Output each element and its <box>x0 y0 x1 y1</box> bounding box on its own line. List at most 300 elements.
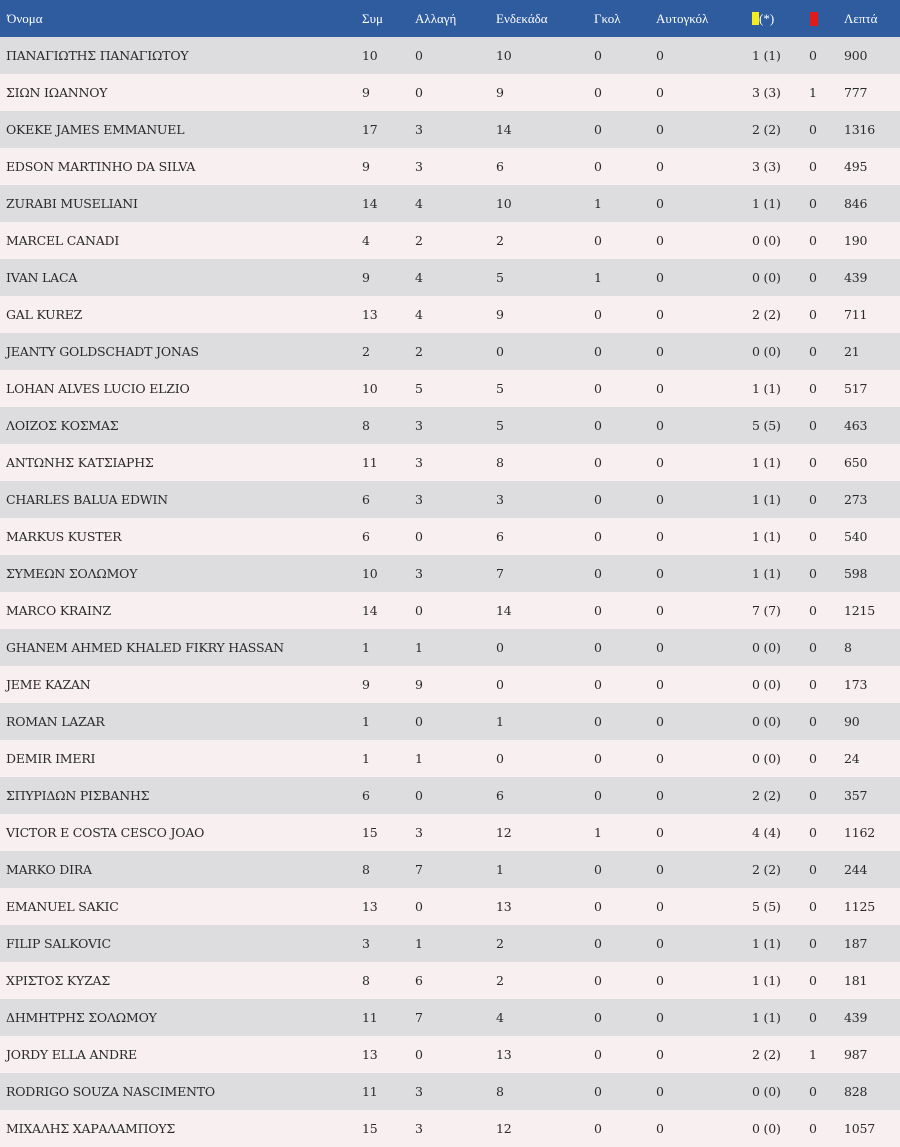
starts-cell: 2 <box>496 936 504 951</box>
own-goals-cell: 0 <box>656 418 664 433</box>
substitutions-cell: 7 <box>415 862 423 877</box>
table-row <box>0 481 900 518</box>
starts-cell: 2 <box>496 973 504 988</box>
column-header-minutes[interactable]: Λεπτά <box>844 11 878 26</box>
yellow-cards-cell: 1 (1) <box>752 529 781 544</box>
substitutions-cell: 2 <box>415 233 423 248</box>
yellow-cards-cell: 1 (1) <box>752 492 781 507</box>
own-goals-cell: 0 <box>656 455 664 470</box>
table-header-row <box>0 0 900 37</box>
red-cards-cell: 0 <box>809 899 817 914</box>
red-cards-cell: 1 <box>809 1047 817 1062</box>
yellow-cards-cell: 2 (2) <box>752 307 781 322</box>
goals-cell: 0 <box>594 455 602 470</box>
goals-cell: 0 <box>594 307 602 322</box>
player-name-cell[interactable]: MARKUS KUSTER <box>6 529 122 544</box>
own-goals-cell: 0 <box>656 381 664 396</box>
substitutions-cell: 3 <box>415 1084 423 1099</box>
red-cards-cell: 0 <box>809 196 817 211</box>
yellow-cards-cell: 0 (0) <box>752 233 781 248</box>
red-card-icon <box>810 12 818 26</box>
red-cards-cell: 0 <box>809 307 817 322</box>
own-goals-cell: 0 <box>656 1047 664 1062</box>
table-row <box>0 518 900 555</box>
substitutions-cell: 7 <box>415 1010 423 1025</box>
substitutions-cell: 0 <box>415 48 423 63</box>
starts-cell: 14 <box>496 122 512 137</box>
own-goals-cell: 0 <box>656 640 664 655</box>
column-header-own-goals[interactable]: Αυτογκόλ <box>656 11 709 26</box>
table-row <box>0 1073 900 1110</box>
own-goals-cell: 0 <box>656 973 664 988</box>
substitutions-cell: 0 <box>415 899 423 914</box>
goals-cell: 0 <box>594 936 602 951</box>
minutes-cell: 181 <box>844 973 868 988</box>
player-name-cell[interactable]: ROMAN LAZAR <box>6 714 105 729</box>
goals-cell: 0 <box>594 492 602 507</box>
minutes-cell: 173 <box>844 677 868 692</box>
appearances-cell: 8 <box>362 973 370 988</box>
substitutions-cell: 0 <box>415 788 423 803</box>
red-cards-cell: 0 <box>809 455 817 470</box>
minutes-cell: 846 <box>844 196 868 211</box>
appearances-cell: 9 <box>362 159 370 174</box>
yellow-cards-cell: 5 (5) <box>752 899 781 914</box>
column-header-sub[interactable]: Αλλαγή <box>415 11 457 26</box>
minutes-cell: 21 <box>844 344 860 359</box>
goals-cell: 0 <box>594 899 602 914</box>
minutes-cell: 8 <box>844 640 852 655</box>
goals-cell: 0 <box>594 603 602 618</box>
substitutions-cell: 0 <box>415 85 423 100</box>
minutes-cell: 90 <box>844 714 860 729</box>
player-name-cell[interactable]: ΧΡΙΣΤΟΣ ΚΥΖΑΣ <box>6 973 111 988</box>
goals-cell: 0 <box>594 640 602 655</box>
player-name-cell[interactable]: ΣΙΩΝ ΙΩΑΝΝΟΥ <box>6 85 108 100</box>
red-cards-cell: 0 <box>809 973 817 988</box>
appearances-cell: 15 <box>362 1121 378 1136</box>
table-row <box>0 703 900 740</box>
own-goals-cell: 0 <box>656 603 664 618</box>
yellow-cards-cell: 2 (2) <box>752 862 781 877</box>
appearances-cell: 17 <box>362 122 378 137</box>
own-goals-cell: 0 <box>656 529 664 544</box>
appearances-cell: 2 <box>362 344 370 359</box>
minutes-cell: 987 <box>844 1047 868 1062</box>
own-goals-cell: 0 <box>656 85 664 100</box>
yellow-cards-cell: 1 (1) <box>752 196 781 211</box>
minutes-cell: 1057 <box>844 1121 876 1136</box>
substitutions-cell: 1 <box>415 640 423 655</box>
red-cards-cell: 0 <box>809 677 817 692</box>
red-cards-cell: 0 <box>809 122 817 137</box>
goals-cell: 0 <box>594 529 602 544</box>
yellow-card-suffix: (*) <box>759 11 775 26</box>
table-row <box>0 370 900 407</box>
minutes-cell: 1316 <box>844 122 876 137</box>
appearances-cell: 3 <box>362 936 370 951</box>
player-name-cell[interactable]: GAL KUREZ <box>6 307 83 322</box>
minutes-cell: 495 <box>844 159 868 174</box>
red-cards-cell: 0 <box>809 233 817 248</box>
own-goals-cell: 0 <box>656 307 664 322</box>
substitutions-cell: 0 <box>415 714 423 729</box>
column-header-goals[interactable]: Γκολ <box>594 11 621 26</box>
yellow-card-icon <box>752 12 759 25</box>
player-name-cell[interactable]: GHANEM AHMED KHALED FIKRY HASSAN <box>6 640 284 655</box>
table-row <box>0 629 900 666</box>
yellow-cards-cell: 4 (4) <box>752 825 781 840</box>
player-name-cell[interactable]: JEME KAZAN <box>6 677 91 692</box>
table-row <box>0 888 900 925</box>
own-goals-cell: 0 <box>656 899 664 914</box>
player-name-cell[interactable]: ΑΝΤΩΝΗΣ ΚΑΤΣΙΑΡΗΣ <box>6 455 154 470</box>
yellow-cards-cell: 1 (1) <box>752 936 781 951</box>
red-cards-cell: 0 <box>809 862 817 877</box>
own-goals-cell: 0 <box>656 1084 664 1099</box>
goals-cell: 0 <box>594 973 602 988</box>
table-row <box>0 111 900 148</box>
table-row <box>0 222 900 259</box>
starts-cell: 6 <box>496 529 504 544</box>
starts-cell: 8 <box>496 1084 504 1099</box>
player-name-cell[interactable]: EDSON MARTINHO DA SILVA <box>6 159 196 174</box>
table-row <box>0 851 900 888</box>
own-goals-cell: 0 <box>656 270 664 285</box>
own-goals-cell: 0 <box>656 788 664 803</box>
player-name-cell[interactable]: MARCEL CANADI <box>6 233 120 248</box>
goals-cell: 1 <box>594 270 602 285</box>
player-name-cell[interactable]: DEMIR IMERI <box>6 751 96 766</box>
starts-cell: 1 <box>496 714 504 729</box>
column-header-name[interactable]: Όνομα <box>7 11 43 26</box>
substitutions-cell: 3 <box>415 418 423 433</box>
appearances-cell: 8 <box>362 418 370 433</box>
minutes-cell: 828 <box>844 1084 868 1099</box>
goals-cell: 0 <box>594 751 602 766</box>
goals-cell: 0 <box>594 1084 602 1099</box>
goals-cell: 1 <box>594 196 602 211</box>
starts-cell: 10 <box>496 48 512 63</box>
starts-cell: 6 <box>496 159 504 174</box>
own-goals-cell: 0 <box>656 233 664 248</box>
player-name-cell[interactable]: OKEKE JAMES EMMANUEL <box>6 122 185 137</box>
own-goals-cell: 0 <box>656 196 664 211</box>
goals-cell: 1 <box>594 825 602 840</box>
substitutions-cell: 2 <box>415 344 423 359</box>
yellow-cards-cell: 0 (0) <box>752 1121 781 1136</box>
goals-cell: 0 <box>594 344 602 359</box>
yellow-cards-cell: 1 (1) <box>752 48 781 63</box>
starts-cell: 3 <box>496 492 504 507</box>
table-row <box>0 666 900 703</box>
substitutions-cell: 6 <box>415 973 423 988</box>
column-header-red-cards[interactable] <box>810 0 818 37</box>
minutes-cell: 650 <box>844 455 868 470</box>
red-cards-cell: 0 <box>809 936 817 951</box>
goals-cell: 0 <box>594 677 602 692</box>
appearances-cell: 13 <box>362 307 378 322</box>
appearances-cell: 15 <box>362 825 378 840</box>
player-name-cell[interactable]: ΜΙΧΑΛΗΣ ΧΑΡΑΛΑΜΠΟΥΣ <box>6 1121 176 1136</box>
table-row <box>0 407 900 444</box>
red-cards-cell: 0 <box>809 1121 817 1136</box>
goals-cell: 0 <box>594 122 602 137</box>
minutes-cell: 24 <box>844 751 860 766</box>
minutes-cell: 1162 <box>844 825 876 840</box>
player-name-cell[interactable]: IVAN LACA <box>6 270 78 285</box>
red-cards-cell: 1 <box>809 85 817 100</box>
yellow-cards-cell: 1 (1) <box>752 1010 781 1025</box>
player-name-cell[interactable]: ΠΑΝΑΓΙΩΤΗΣ ΠΑΝΑΓΙΩΤΟΥ <box>6 48 189 63</box>
substitutions-cell: 3 <box>415 122 423 137</box>
goals-cell: 0 <box>594 1010 602 1025</box>
table-row <box>0 333 900 370</box>
own-goals-cell: 0 <box>656 344 664 359</box>
minutes-cell: 463 <box>844 418 868 433</box>
table-row <box>0 74 900 111</box>
minutes-cell: 598 <box>844 566 868 581</box>
red-cards-cell: 0 <box>809 344 817 359</box>
own-goals-cell: 0 <box>656 48 664 63</box>
appearances-cell: 1 <box>362 640 370 655</box>
red-cards-cell: 0 <box>809 566 817 581</box>
red-cards-cell: 0 <box>809 1010 817 1025</box>
goals-cell: 0 <box>594 1047 602 1062</box>
appearances-cell: 13 <box>362 899 378 914</box>
goals-cell: 0 <box>594 566 602 581</box>
column-header-start[interactable]: Ενδεκάδα <box>496 11 548 26</box>
yellow-cards-cell: 2 (2) <box>752 122 781 137</box>
yellow-cards-cell: 0 (0) <box>752 640 781 655</box>
appearances-cell: 6 <box>362 529 370 544</box>
player-name-cell[interactable]: CHARLES BALUA EDWIN <box>6 492 168 507</box>
starts-cell: 12 <box>496 825 512 840</box>
yellow-cards-cell: 2 (2) <box>752 1047 781 1062</box>
red-cards-cell: 0 <box>809 1084 817 1099</box>
minutes-cell: 900 <box>844 48 868 63</box>
yellow-cards-cell: 0 (0) <box>752 751 781 766</box>
own-goals-cell: 0 <box>656 677 664 692</box>
substitutions-cell: 3 <box>415 455 423 470</box>
starts-cell: 8 <box>496 455 504 470</box>
table-body <box>0 37 900 1147</box>
red-cards-cell: 0 <box>809 381 817 396</box>
player-name-cell[interactable]: ΣΠΥΡΙΔΩΝ ΡΙΣΒΑΝΗΣ <box>6 788 150 803</box>
red-cards-cell: 0 <box>809 418 817 433</box>
table-row <box>0 444 900 481</box>
goals-cell: 0 <box>594 48 602 63</box>
substitutions-cell: 4 <box>415 270 423 285</box>
starts-cell: 2 <box>496 233 504 248</box>
yellow-cards-cell: 5 (5) <box>752 418 781 433</box>
table-row <box>0 999 900 1036</box>
minutes-cell: 357 <box>844 788 868 803</box>
own-goals-cell: 0 <box>656 825 664 840</box>
appearances-cell: 1 <box>362 751 370 766</box>
player-name-cell[interactable]: JORDY ELLA ANDRE <box>6 1047 137 1062</box>
substitutions-cell: 0 <box>415 1047 423 1062</box>
starts-cell: 0 <box>496 751 504 766</box>
player-name-cell[interactable]: FILIP SALKOVIC <box>6 936 111 951</box>
table-row <box>0 962 900 999</box>
substitutions-cell: 5 <box>415 381 423 396</box>
appearances-cell: 8 <box>362 862 370 877</box>
yellow-cards-cell: 1 (1) <box>752 973 781 988</box>
player-name-cell[interactable]: ΣΥΜΕΩΝ ΣΟΛΩΜΟΥ <box>6 566 138 581</box>
yellow-cards-cell: 2 (2) <box>752 788 781 803</box>
substitutions-cell: 3 <box>415 825 423 840</box>
starts-cell: 5 <box>496 418 504 433</box>
player-name-cell[interactable]: JEANTY GOLDSCHADT JONAS <box>6 344 199 359</box>
yellow-cards-cell: 3 (3) <box>752 85 781 100</box>
own-goals-cell: 0 <box>656 1010 664 1025</box>
yellow-cards-cell: 1 (1) <box>752 566 781 581</box>
substitutions-cell: 3 <box>415 492 423 507</box>
own-goals-cell: 0 <box>656 566 664 581</box>
minutes-cell: 1125 <box>844 899 876 914</box>
yellow-cards-cell: 7 (7) <box>752 603 781 618</box>
goals-cell: 0 <box>594 862 602 877</box>
table-row <box>0 814 900 851</box>
minutes-cell: 187 <box>844 936 868 951</box>
column-header-yellow-cards[interactable] <box>752 0 774 37</box>
player-name-cell[interactable]: EMANUEL SAKIC <box>6 899 119 914</box>
starts-cell: 12 <box>496 1121 512 1136</box>
yellow-cards-cell: 1 (1) <box>752 455 781 470</box>
red-cards-cell: 0 <box>809 714 817 729</box>
appearances-cell: 11 <box>362 1084 378 1099</box>
player-name-cell[interactable]: ΛΟΙΖΟΣ ΚΟΣΜΑΣ <box>6 418 119 433</box>
goals-cell: 0 <box>594 418 602 433</box>
player-name-cell[interactable]: LOHAN ALVES LUCIO ELZIO <box>6 381 190 396</box>
appearances-cell: 9 <box>362 85 370 100</box>
appearances-cell: 9 <box>362 270 370 285</box>
red-cards-cell: 0 <box>809 603 817 618</box>
table-row <box>0 592 900 629</box>
substitutions-cell: 4 <box>415 196 423 211</box>
goals-cell: 0 <box>594 381 602 396</box>
starts-cell: 6 <box>496 788 504 803</box>
appearances-cell: 10 <box>362 48 378 63</box>
starts-cell: 14 <box>496 603 512 618</box>
minutes-cell: 244 <box>844 862 868 877</box>
appearances-cell: 9 <box>362 677 370 692</box>
appearances-cell: 1 <box>362 714 370 729</box>
table-row <box>0 148 900 185</box>
appearances-cell: 14 <box>362 196 378 211</box>
substitutions-cell: 1 <box>415 751 423 766</box>
substitutions-cell: 9 <box>415 677 423 692</box>
substitutions-cell: 4 <box>415 307 423 322</box>
own-goals-cell: 0 <box>656 862 664 877</box>
red-cards-cell: 0 <box>809 751 817 766</box>
table-row <box>0 37 900 74</box>
red-cards-cell: 0 <box>809 270 817 285</box>
appearances-cell: 10 <box>362 566 378 581</box>
goals-cell: 0 <box>594 85 602 100</box>
red-cards-cell: 0 <box>809 788 817 803</box>
own-goals-cell: 0 <box>656 714 664 729</box>
table-row <box>0 1036 900 1073</box>
yellow-cards-cell: 0 (0) <box>752 714 781 729</box>
yellow-cards-cell: 1 (1) <box>752 381 781 396</box>
starts-cell: 13 <box>496 1047 512 1062</box>
substitutions-cell: 1 <box>415 936 423 951</box>
table-row <box>0 925 900 962</box>
starts-cell: 7 <box>496 566 504 581</box>
red-cards-cell: 0 <box>809 48 817 63</box>
appearances-cell: 11 <box>362 1010 378 1025</box>
substitutions-cell: 3 <box>415 566 423 581</box>
player-name-cell[interactable]: ZURABI MUSELIANI <box>6 196 138 211</box>
substitutions-cell: 3 <box>415 159 423 174</box>
minutes-cell: 517 <box>844 381 868 396</box>
substitutions-cell: 3 <box>415 1121 423 1136</box>
column-header-apps[interactable]: Συμ <box>362 11 383 26</box>
minutes-cell: 777 <box>844 85 868 100</box>
yellow-cards-cell: 3 (3) <box>752 159 781 174</box>
table-row <box>0 740 900 777</box>
own-goals-cell: 0 <box>656 936 664 951</box>
table-row <box>0 1110 900 1147</box>
starts-cell: 5 <box>496 381 504 396</box>
own-goals-cell: 0 <box>656 751 664 766</box>
appearances-cell: 11 <box>362 455 378 470</box>
own-goals-cell: 0 <box>656 159 664 174</box>
red-cards-cell: 0 <box>809 529 817 544</box>
minutes-cell: 439 <box>844 1010 868 1025</box>
starts-cell: 1 <box>496 862 504 877</box>
minutes-cell: 540 <box>844 529 868 544</box>
starts-cell: 9 <box>496 85 504 100</box>
starts-cell: 0 <box>496 344 504 359</box>
starts-cell: 0 <box>496 677 504 692</box>
own-goals-cell: 0 <box>656 1121 664 1136</box>
red-cards-cell: 0 <box>809 640 817 655</box>
appearances-cell: 6 <box>362 492 370 507</box>
player-name-cell[interactable]: RODRIGO SOUZA NASCIMENTO <box>6 1084 215 1099</box>
minutes-cell: 190 <box>844 233 868 248</box>
minutes-cell: 1215 <box>844 603 876 618</box>
goals-cell: 0 <box>594 788 602 803</box>
appearances-cell: 4 <box>362 233 370 248</box>
starts-cell: 10 <box>496 196 512 211</box>
goals-cell: 0 <box>594 714 602 729</box>
red-cards-cell: 0 <box>809 492 817 507</box>
own-goals-cell: 0 <box>656 492 664 507</box>
minutes-cell: 273 <box>844 492 868 507</box>
table-row <box>0 555 900 592</box>
starts-cell: 0 <box>496 640 504 655</box>
player-name-cell[interactable]: MARKO DIRA <box>6 862 92 877</box>
table-row <box>0 296 900 333</box>
red-cards-cell: 0 <box>809 825 817 840</box>
starts-cell: 9 <box>496 307 504 322</box>
table-row <box>0 185 900 222</box>
own-goals-cell: 0 <box>656 122 664 137</box>
appearances-cell: 6 <box>362 788 370 803</box>
yellow-cards-cell: 0 (0) <box>752 344 781 359</box>
starts-cell: 4 <box>496 1010 504 1025</box>
goals-cell: 0 <box>594 159 602 174</box>
yellow-cards-cell: 0 (0) <box>752 677 781 692</box>
table-row <box>0 777 900 814</box>
yellow-cards-cell: 0 (0) <box>752 270 781 285</box>
player-name-cell[interactable]: VICTOR E COSTA CESCO JOAO <box>6 825 205 840</box>
player-name-cell[interactable]: MARCO KRAINZ <box>6 603 111 618</box>
player-name-cell[interactable]: ΔΗΜΗΤΡΗΣ ΣΟΛΩΜΟΥ <box>6 1010 157 1025</box>
